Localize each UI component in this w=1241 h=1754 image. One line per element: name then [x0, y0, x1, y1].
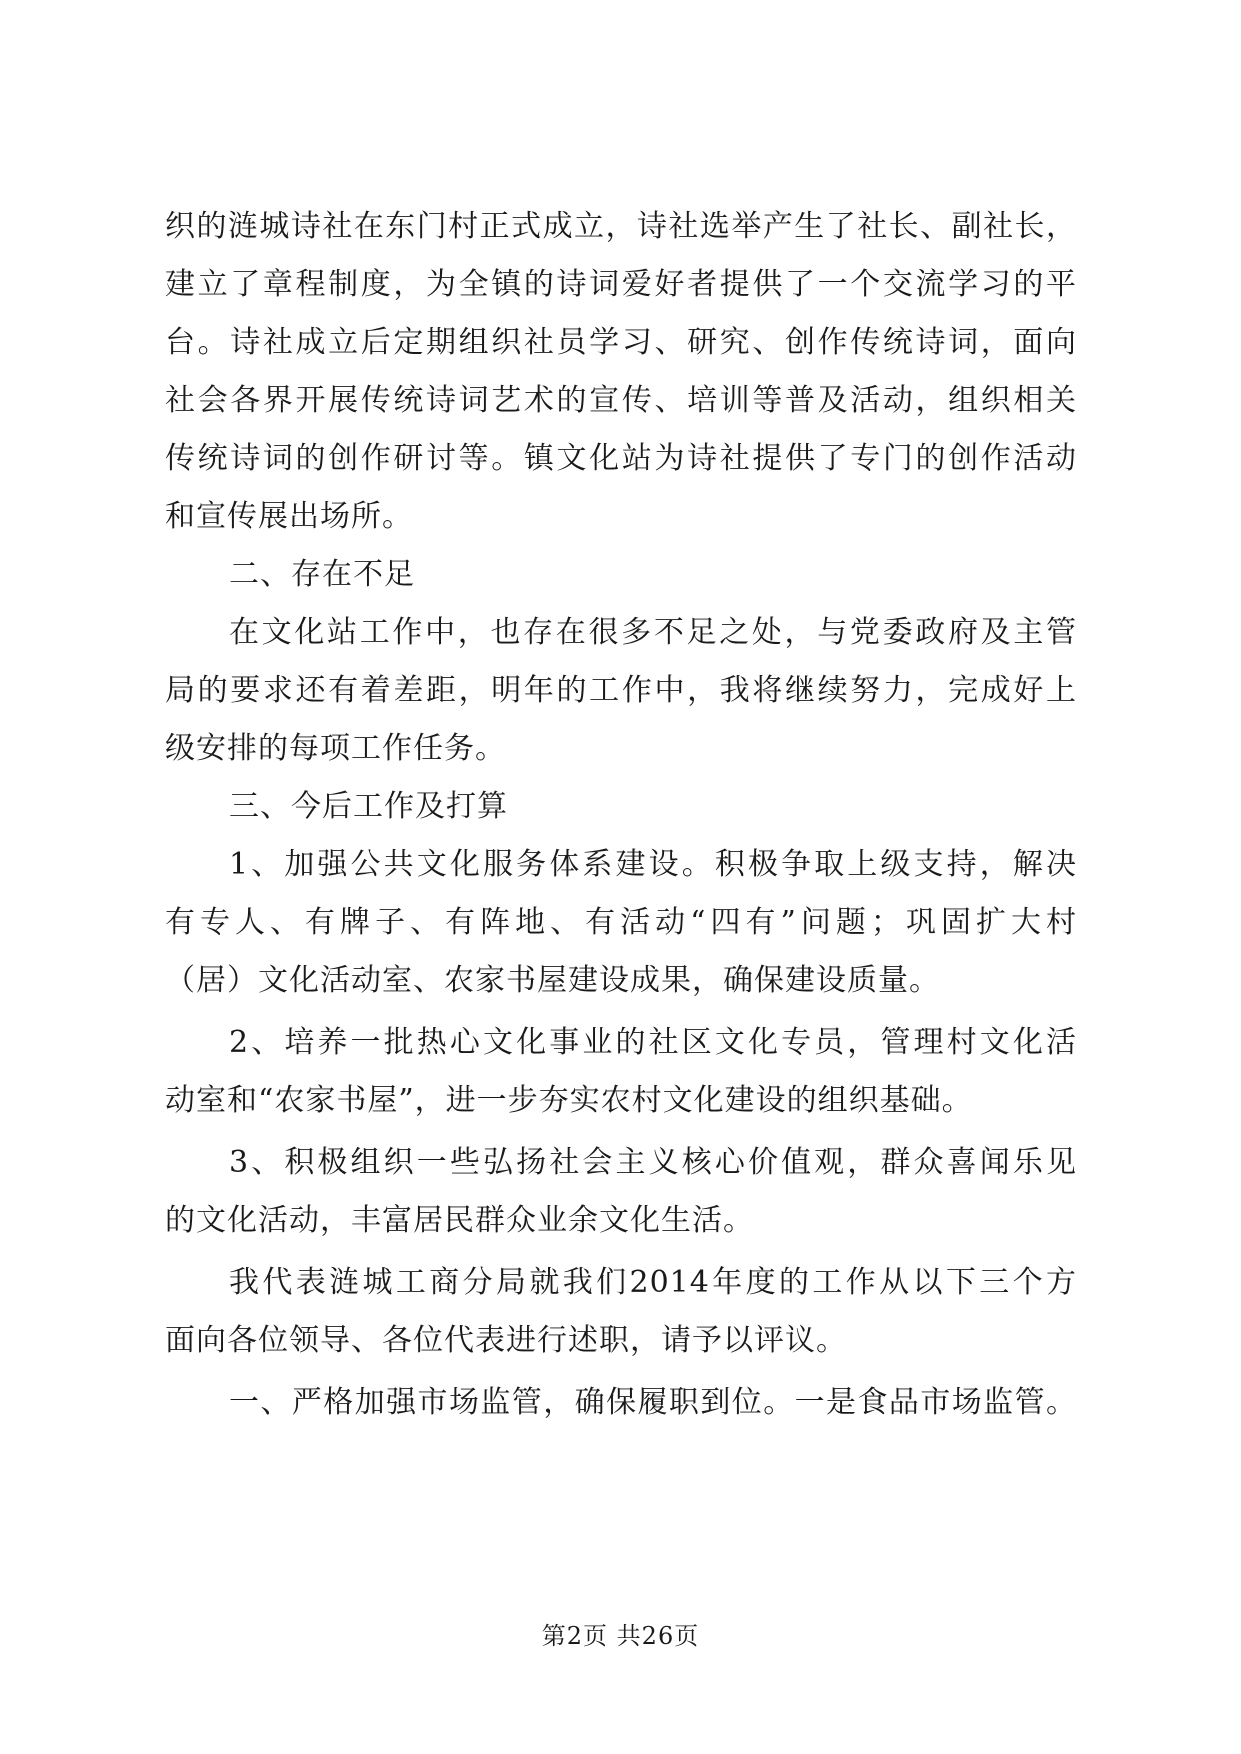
text-line: 我代表涟城工商分局就我们2014年度的工作从以下三个方: [229, 1265, 1077, 1300]
text-line: 台。诗社成立后定期组织社员学习、研究、创作传统诗词，面向: [165, 325, 1077, 360]
text-line: 在文化站工作中，也存在很多不足之处，与党委政府及主管: [229, 615, 1077, 650]
text-line: 局的要求还有着差距，明年的工作中，我将继续努力，完成好上: [165, 673, 1077, 708]
text-line: 3、积极组织一些弘扬社会主义核心价值观，群众喜闻乐见: [229, 1145, 1077, 1180]
text-line: 织的涟城诗社在东门村正式成立，诗社选举产生了社长、副社长，: [165, 209, 1077, 244]
section-heading: 三、今后工作及打算: [229, 789, 508, 824]
page-number-footer: 第2页 共26页: [541, 1622, 700, 1650]
text-line: 传统诗词的创作研讨等。镇文化站为诗社提供了专门的创作活动: [165, 441, 1077, 476]
text-line: 2、培养一批热心文化事业的社区文化专员，管理村文化活: [229, 1025, 1077, 1060]
text-line: 级安排的每项工作任务。: [165, 731, 506, 766]
text-line: （居）文化活动室、农家书屋建设成果，确保建设质量。: [165, 963, 940, 998]
text-line: 有专人、有牌子、有阵地、有活动“四有”问题；巩固扩大村: [165, 905, 1077, 940]
section-heading: 二、存在不足: [229, 557, 415, 592]
text-line: 1、加强公共文化服务体系建设。积极争取上级支持，解决: [229, 847, 1077, 882]
text-line: 动室和“农家书屋”，进一步夯实农村文化建设的组织基础。: [165, 1083, 973, 1118]
text-line: 面向各位领导、各位代表进行述职，请予以评议。: [165, 1323, 847, 1358]
text-line: 和宣传展出场所。: [165, 499, 413, 534]
text-line: 建立了章程制度，为全镇的诗词爱好者提供了一个交流学习的平: [165, 267, 1077, 302]
document-body: [165, 198, 1077, 1432]
text-line: 社会各界开展传统诗词艺术的宣传、培训等普及活动，组织相关: [165, 383, 1077, 418]
text-line: 的文化活动，丰富居民群众业余文化生活。: [165, 1203, 754, 1238]
text-line: 一、严格加强市场监管，确保履职到位。一是食品市场监管。: [229, 1385, 1077, 1420]
